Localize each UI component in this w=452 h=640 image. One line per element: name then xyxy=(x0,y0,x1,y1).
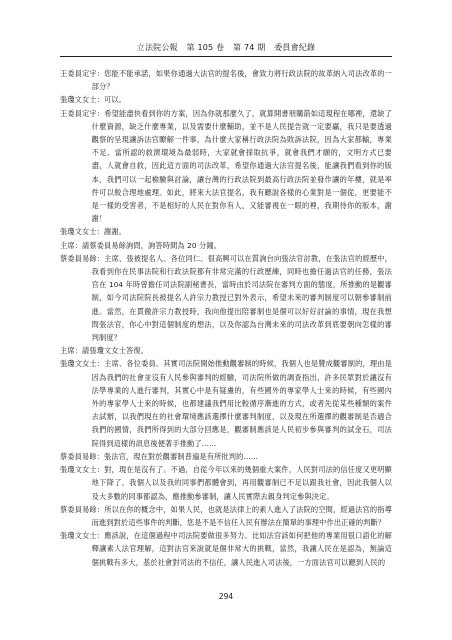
transcript-body xyxy=(60,67,392,569)
speech-text: 希望能盡快看到你的方案，因為你就那麼久了，就算開書朋購箭如這現程在哪裡，還缺了什麼資源，缺乏什麼專業，以及需要什麼輔助，並不是人民提告就一定要贏，我只是要透過觀察的呈現讓訴法官瞭解一件事，為什麼大家稱行政法院為敗訴法院，因為大家都輸，專業不足、當所認的救濟環境為最弱時，大家就會採取抗爭，就會我們才願的，文明方式已要盡，人就會自救，因此這方面的司法改革，希望你通過大法官提名後，能讓我們看到你的版本，我們可以一起檢驗與討論，讓台灣的行政法院到最高行政法院並發作讓的年樓，就是率件可以較合理地處理。如此，將來大法官提名，我有聽說各樣的心業對是一個從，更要能不是一樣的受害者，不是相好的人民在對你有人，又能審視在一眼的裡，我期待你的版本，謝謝！ xyxy=(91,108,392,224)
transcript-paragraph xyxy=(60,225,392,238)
transcript-paragraph xyxy=(60,239,392,252)
speech-text: 所以在你的概念中，如果人民，也就是法律上的素人進入了法院的空間，經過法官的指導而進到對於這些事件的判斷，您是不是不信任人民有辦法在簡單的事理中作出正確的判斷？ xyxy=(91,504,392,527)
transcript-paragraph xyxy=(60,503,392,529)
transcript-paragraph xyxy=(60,107,392,226)
speaker-label: 王委員定宇： xyxy=(60,108,105,118)
transcript-paragraph xyxy=(60,450,392,463)
transcript-paragraph xyxy=(60,67,392,93)
speaker-label: 主席： xyxy=(60,240,83,250)
speech-text: 您能不能承諾，如果你通過大法官的提名後，會致力將行政法院的故革納入司法改革的一部分？ xyxy=(91,69,392,92)
volume-number: 第 105 卷 xyxy=(186,43,225,52)
speech-text: 應該說，在這個過程中司法院要做很多努力。比如法官該如何把他的專業用很口語化的解釋讓素人法官理解，這對法官來說就是個非常大的挑戰，當然，我讓人民在是認為，無論這個挑戰有多大，基於社會對司法的不信任，讓人民進入司法後，一方面法官可以聽到人民的 xyxy=(91,531,392,567)
speaker-label: 蔡委員易餘： xyxy=(60,253,105,263)
speech-text: 請張瓊文女士答復。 xyxy=(82,346,149,356)
speech-text: 主席、張被提名人、各位同仁。很高興可以在質詢台向張法官討教，在張法官的經歷中，我看到你在民事法院和行政法院都有非常完滿的行政歷練，同時也擔任過法官的任務，張法官在 104 年時曾擔任司法院副秘書長，當時由於司法院在審判方面的態度，所推動的是觀審制，如今司法院院長被提名人許宗力教授已對外表示，希望未來的審判制度可以朝參審制前進。當然，在貫徹許宗力教授時，我向他提出陪審制也是個可以好好討論的事情，現在我想問張法官，你心中對這個制度的想法，以及你認為台灣未來的司法改革到底要朝向怎樣的審判制度？ xyxy=(91,253,392,343)
speaker-label: 蔡委員易餘： xyxy=(60,451,105,461)
page-header xyxy=(60,42,392,53)
speaker-label: 張瓊文女士： xyxy=(60,227,105,237)
speaker-label: 王委員定宇： xyxy=(60,69,105,78)
section-title: 委員會紀錄 xyxy=(274,43,316,52)
transcript-paragraph xyxy=(60,93,392,106)
transcript-paragraph xyxy=(60,463,392,503)
speech-text: 請蔡委員易餘詢問，詢答時間為 20 分鐘。 xyxy=(82,240,222,250)
speaker-label: 張瓊文女士： xyxy=(60,531,105,541)
header-divider xyxy=(60,56,392,57)
transcript-paragraph xyxy=(60,529,392,569)
speaker-label: 張瓊文女士： xyxy=(60,95,105,105)
speaker-label: 蔡委員易餘： xyxy=(60,504,105,514)
speech-text: 可以。 xyxy=(104,95,127,105)
speech-text: 謝謝。 xyxy=(104,227,127,237)
speaker-label: 主席： xyxy=(60,346,83,356)
transcript-paragraph xyxy=(60,252,392,344)
transcript-paragraph xyxy=(60,344,392,357)
speaker-label: 張瓊文女士： xyxy=(60,465,105,475)
speech-text: 張法官，現在對於觀審制普遍是有所批判的…… xyxy=(104,451,259,461)
issue-number: 第 74 期 xyxy=(233,43,266,52)
publication-title: 立法院公報 xyxy=(136,43,178,52)
speech-text: 主席、各位委員。其實司法院開始推動觀審制的時候，我個人也是贊成觀審制的，理由是因為我們的社會並沒有人民參與審判的經驗，司法院所做的調查指出，許多民眾對於讓沒有法學專業的人進行審判，其實心中是有疑慮的，有些國外的專家學人士來的時候，有些國內外的專家學人士來的時候，也都建議我們用比較循序漸進的方式，或者先從某些種類的案件去試辦，以我們現在的社會環境應該選擇什麼審判制度，以及現在所選擇的觀審制是否適合我們的國情，我們所得到的大部分回應是，觀審制應該是人民初步參與審判的試金石，司法院得到這樣的訊息後便著手推動了…… xyxy=(91,359,392,448)
speaker-label: 張瓊文女士： xyxy=(60,359,105,369)
speech-text: 對，現在是沒有了。不過，自從今年以來的幾個重大案件，人民對司法的信任度又更明顯地下降了，我個人以及我的同事們都體會到，再用觀審制已不足以跟我社會，因此我個人以及大多數的同事都認為，應推動參審制，讓人民實際去親身判定參與決定。 xyxy=(91,465,392,501)
transcript-paragraph xyxy=(60,357,392,449)
page-number: 294 xyxy=(218,592,234,601)
